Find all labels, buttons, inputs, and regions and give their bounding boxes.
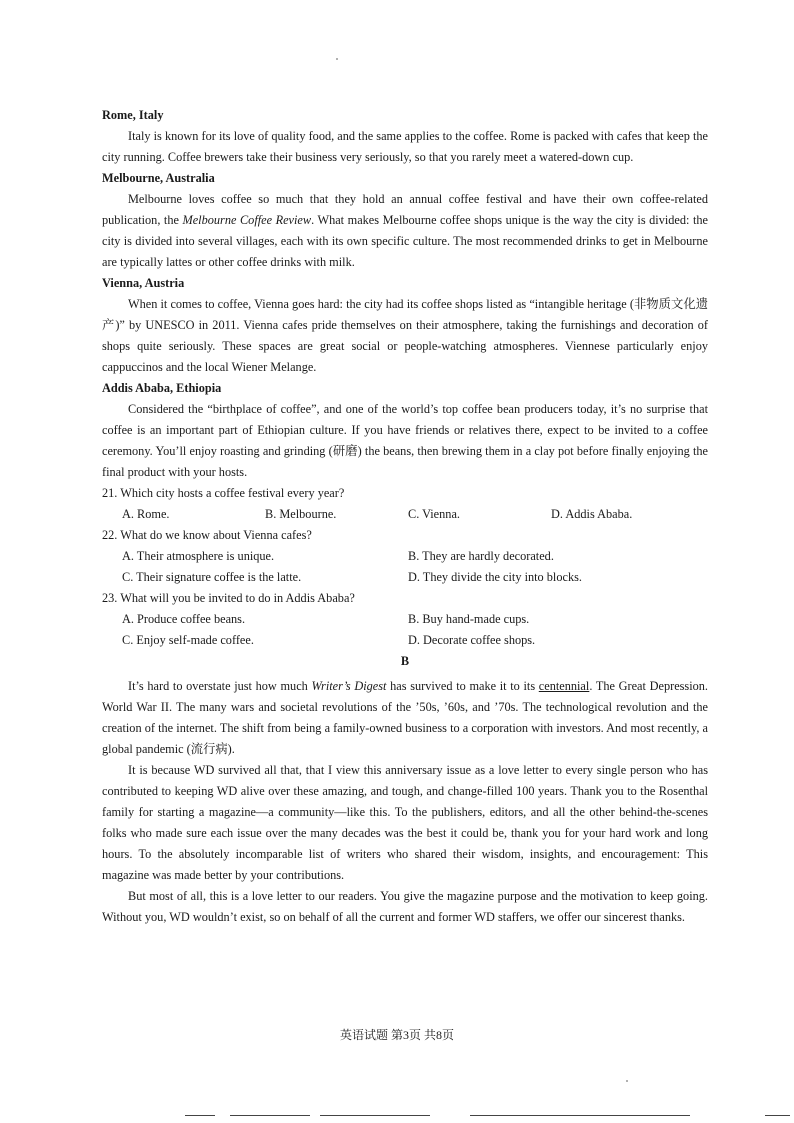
melbourne-publication: Melbourne Coffee Review: [182, 213, 312, 227]
scan-edge-mark: [230, 1115, 310, 1116]
scan-speck: [336, 58, 338, 60]
q21-option-d: D. Addis Ababa.: [551, 507, 633, 521]
q23-option-b: B. Buy hand-made cups.: [408, 612, 530, 626]
q22-option-a: A. Their atmosphere is unique.: [122, 549, 275, 563]
scan-edge-mark: [470, 1115, 690, 1116]
question-22-stem: 22. What do we know about Vienna cafes?: [102, 528, 312, 542]
heading-rome: Rome, Italy: [102, 108, 164, 122]
passage-b-paragraph-2: It is because WD survived all that, that I view this anniversary issue as a love letter to every single person who has contributed to keeping WD alive over these amazing, and tough, and change-filled 100 years. Thank you to the Rosenthal family for starting a magazine—a community—like this. To the publishers, editors, and all the other behind-the-scenes folks who made sure each issue over the many decades was the best it could be, thank you for your hard work and long hours. To the absolutely incomparable list of writers who shared their wisdom, insights, and encouragement: This magazine was made better by your contributions.: [102, 763, 708, 882]
p1-underlined-word: centennial: [538, 679, 590, 693]
q21-option-a: A. Rome.: [122, 507, 170, 521]
section-b-label: B: [400, 654, 410, 668]
scan-edge-mark: [185, 1115, 215, 1116]
passage-b-paragraph-3: But most of all, this is a love letter to our readers. You give the magazine purpose and the motivation to keep going. Without you, WD wouldn’t exist, so on behalf of all the current and former WD staffers, we offer our sincerest thanks.: [102, 889, 708, 924]
q23-option-c: C. Enjoy self-made coffee.: [122, 633, 254, 647]
heading-addis-ababa: Addis Ababa, Ethiopia: [102, 381, 222, 395]
question-21-options: [102, 504, 708, 525]
q21-option-b: B. Melbourne.: [265, 507, 337, 521]
question-22-options-row2: [102, 567, 708, 588]
q23-option-d: D. Decorate coffee shops.: [408, 633, 536, 647]
melbourne-text-before: Melbourne loves coffee so much that they hold an annual coffee festival and have their own coffee-related publication, the: [102, 192, 708, 227]
p1-middle: has survived to make it to its: [386, 679, 539, 693]
paragraph-vienna: When it comes to coffee, Vienna goes hard: the city had its coffee shops listed as “intangible heritage (非物质文化遗产)” by UNESCO in 2011. Vienna cafes pride themselves on their atmosphere, taking the furnishings and decoration of shops quite seriously. These spaces are great social or people-watching atmospheres. Viennese particularly enjoy cappuccinos and the local Wiener Melange.: [102, 297, 708, 374]
question-21-stem: 21. Which city hosts a coffee festival every year?: [102, 486, 345, 500]
passage-b: [102, 676, 708, 928]
q22-option-b: B. They are hardly decorated.: [408, 549, 554, 563]
paragraph-rome: Italy is known for its love of quality food, and the same applies to the coffee. Rome is packed with cafes that keep the city running. Coffee brewers take their business very seriously, so that you rarely meet a watered-down cup.: [102, 129, 708, 164]
p1-after: . The Great Depression. World War II. The many wars and societal revolutions of the ’50s, ’60s, and ’70s. The technological revolution and the creation of the internet. The shift from being a family-owned business to a corporation with investors. And most recently, a global pandemic (流行病).: [102, 679, 709, 756]
question-23-options-row1: [102, 609, 708, 630]
p1-magazine-title: Writer’s Digest: [311, 679, 387, 693]
passage-b-paragraph-1: [102, 676, 708, 760]
heading-vienna: Vienna, Austria: [102, 276, 185, 290]
question-22-options-row1: [102, 546, 708, 567]
page-footer: 英语试题 第3页 共8页: [339, 1028, 454, 1042]
q23-option-a: A. Produce coffee beans.: [122, 612, 246, 626]
question-23-options-row2: [102, 630, 708, 651]
paragraph-addis-ababa: Considered the “birthplace of coffee”, and one of the world’s top coffee bean producers today, it’s no surprise that coffee is an important part of Ethiopian culture. If you have friends or relatives there, expect to be invited to a coffee ceremony. You’ll enjoy roasting and grinding (研磨) the beans, then brewing them in a clay pot before finally enjoying the final product with your hosts.: [102, 402, 708, 479]
scan-speck: [626, 1080, 628, 1082]
paragraph-melbourne: [102, 189, 708, 273]
q21-option-c: C. Vienna.: [408, 507, 460, 521]
question-23-stem: 23. What will you be invited to do in Addis Ababa?: [102, 591, 355, 605]
scan-edge-mark: [320, 1115, 430, 1116]
exam-page: [102, 105, 708, 928]
q22-option-c: C. Their signature coffee is the latte.: [122, 570, 302, 584]
q22-option-d: D. They divide the city into blocks.: [408, 570, 582, 584]
p1-before: It’s hard to overstate just how much: [128, 679, 312, 693]
heading-melbourne: Melbourne, Australia: [102, 171, 215, 185]
scan-edge-mark: [765, 1115, 790, 1116]
melbourne-text-after: . What makes Melbourne coffee shops unique is the way the city is divided: the city is divided into several villages, each with its own specific culture. The most recommended drinks to get in Melbourne are typically lattes or other coffee drinks with milk.: [102, 213, 708, 269]
